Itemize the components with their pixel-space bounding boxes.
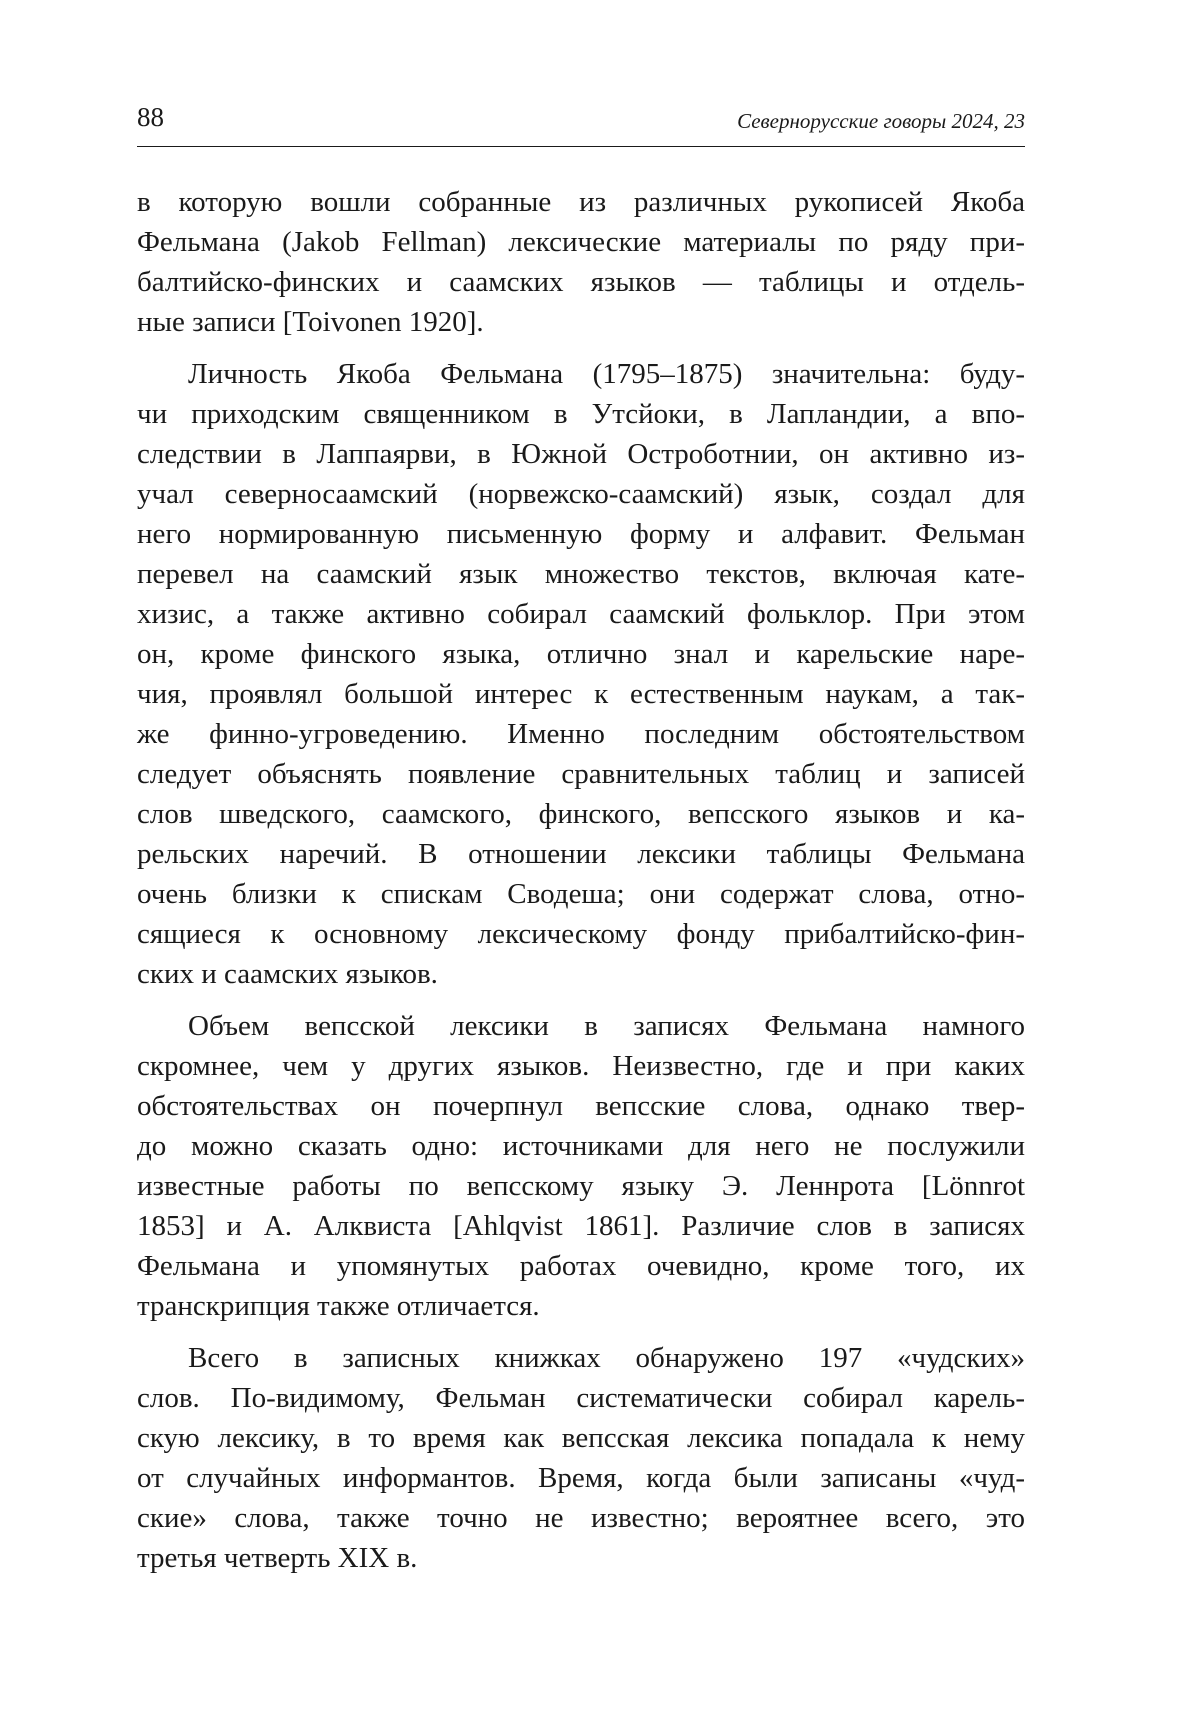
- text-line: рельских наречий. В отношении лексики таблицы Фельмана: [137, 838, 1025, 870]
- text-line: хизис, а также активно собирал саамский фольклор. При этом: [137, 598, 1025, 630]
- text-line: 1853] и А. Алквиста [Ahlqvist 1861]. Различие слов в записях: [137, 1210, 1025, 1242]
- text-line: он, кроме финского языка, отлично знал и карельские наре-: [137, 638, 1025, 670]
- text-line: известные работы по вепсскому языку Э. Леннрота [Lönnrot: [137, 1170, 1025, 1202]
- text-line: же финно-угроведению. Именно последним обстоятельством: [137, 718, 1025, 750]
- body-text: [137, 182, 1025, 1578]
- text-line: до можно сказать одно: источниками для него не послужили: [137, 1130, 1025, 1162]
- journal-title: Севернорусские говоры 2024, 23: [737, 109, 1025, 133]
- text-line: транскрипция также отличается.: [137, 1290, 540, 1322]
- paragraph: [137, 354, 1025, 994]
- text-line: Фельмана (Jakob Fellman) лексические материалы по ряду при-: [137, 226, 1025, 258]
- text-line: балтийско-финских и саамских языков — таблицы и отдель-: [137, 266, 1025, 298]
- text-line: Всего в записных книжках обнаружено 197 «чудских»: [188, 1342, 1025, 1374]
- text-line: ные записи [Toivonen 1920].: [137, 306, 484, 338]
- running-header: [137, 96, 1025, 147]
- text-line: перевел на саамский язык множество текстов, включая кате-: [137, 558, 1025, 590]
- text-line: третья четверть XIX в.: [137, 1542, 418, 1574]
- page-number: 88: [137, 102, 164, 132]
- text-line: Фельмана и упомянутых работах очевидно, кроме того, их: [137, 1250, 1025, 1282]
- text-line: следует объяснять появление сравнительных таблиц и записей: [137, 758, 1025, 790]
- paragraph: [137, 182, 1025, 342]
- text-line: слов шведского, саамского, финского, вепсского языков и ка-: [137, 798, 1025, 830]
- text-line: слов. По-видимому, Фельман систематически собирал карель-: [137, 1382, 1025, 1414]
- text-line: Объем вепсской лексики в записях Фельмана намного: [188, 1010, 1025, 1042]
- text-line: скромнее, чем у других языков. Неизвестно, где и при каких: [137, 1050, 1025, 1082]
- text-line: в которую вошли собранные из различных рукописей Якоба: [137, 186, 1025, 218]
- text-line: скую лексику, в то время как вепсская лексика попадала к нему: [137, 1422, 1025, 1454]
- text-line: Личность Якоба Фельмана (1795–1875) значительна: буду-: [188, 358, 1025, 390]
- text-line: обстоятельствах он почерпнул вепсские слова, однако твер-: [137, 1090, 1025, 1122]
- text-line: него нормированную письменную форму и алфавит. Фельман: [137, 518, 1025, 550]
- text-line: от случайных информантов. Время, когда были записаны «чуд-: [137, 1462, 1025, 1494]
- text-line: чи приходским священником в Утсйоки, в Лапландии, а впо-: [137, 398, 1025, 430]
- paragraph: [137, 1006, 1025, 1326]
- text-line: ских и саамских языков.: [137, 958, 438, 990]
- text-line: чия, проявлял большой интерес к естественным наукам, а так-: [137, 678, 1025, 710]
- text-line: ские» слова, также точно не известно; вероятнее всего, это: [137, 1502, 1025, 1534]
- text-line: сящиеся к основному лексическому фонду прибалтийско-фин-: [137, 918, 1025, 950]
- paragraph: [137, 1338, 1025, 1578]
- text-line: учал северносаамский (норвежско-саамский) язык, создал для: [137, 478, 1025, 510]
- text-line: следствии в Лаппаярви, в Южной Остроботнии, он активно из-: [137, 438, 1025, 470]
- text-line: очень близки к спискам Сводеша; они содержат слова, отно-: [137, 878, 1025, 910]
